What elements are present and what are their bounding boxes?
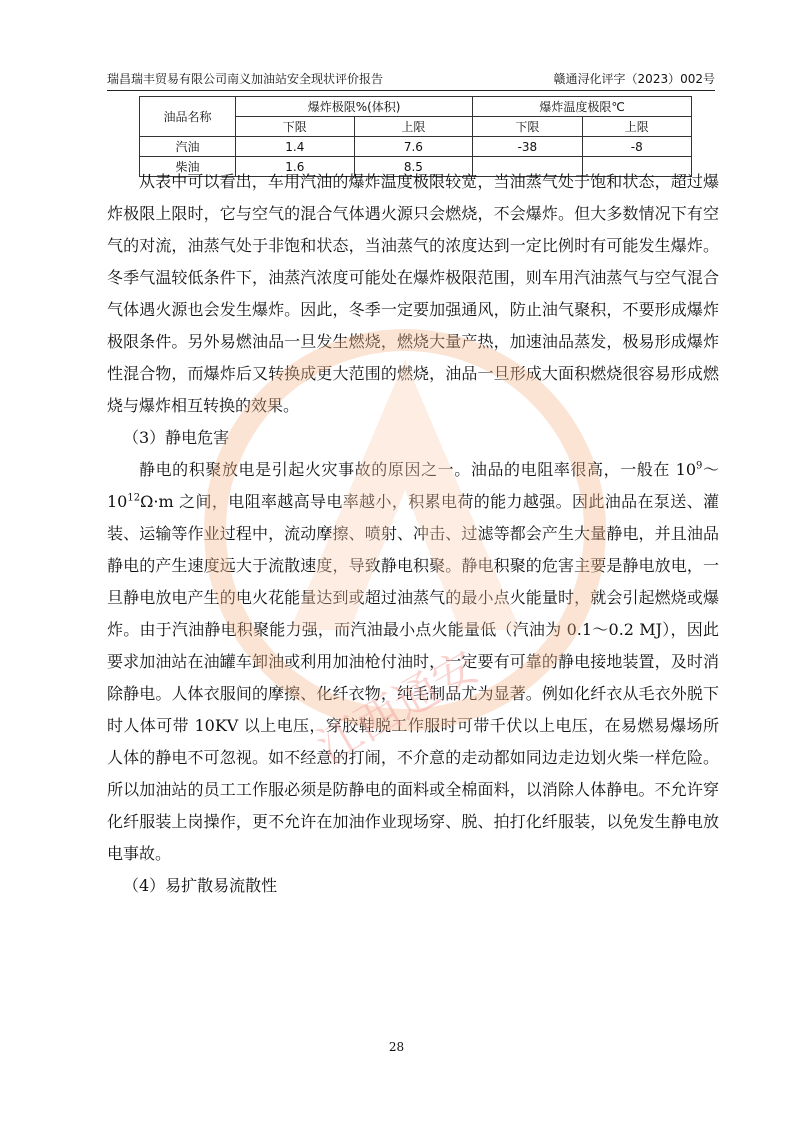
col-oil-name: 油品名称 [140,97,236,137]
cell-vol-low: 1.6 [236,157,355,177]
static-text-b: ～10 [107,460,719,511]
cell-vol-low: 1.4 [236,137,355,157]
exponent-12: 12 [127,492,141,504]
paragraph-static [107,454,719,870]
cell-name: 柴油 [140,157,236,177]
cell-vol-high: 8.5 [354,157,473,177]
body-text [107,166,719,902]
cell-name: 汽油 [140,137,236,157]
cell-vol-high: 7.6 [354,137,473,157]
col-group-volume: 爆炸极限%(体积) [236,97,473,117]
cell-temp-high: -8 [582,137,691,157]
table-row [140,137,692,157]
header-report-number: 赣通浔化评字（2023）002号 [553,72,715,86]
col-temp-upper: 上限 [582,117,691,137]
static-text-a: 静电的积聚放电是引起火灾事故的原因之一。油品的电阻率很高，一般在 10 [139,460,697,479]
col-vol-upper: 上限 [354,117,473,137]
page-header [107,68,715,91]
page-number: 28 [388,1040,405,1054]
paragraph-explosion: 从表中可以看出，车用汽油的爆炸温度极限较宽，当油蒸气处于饱和状态，超过爆炸极限上限时，它与空气的混合气体遇火源只会燃烧，不会爆炸。但大多数情况下有空气的对流，油蒸气处于非饱和状态，当油蒸气的浓度达到一定比例时有可能发生爆炸。冬季气温较低条件下，油蒸汽浓度可能处在爆炸极限范围，则车用汽油蒸气与空气混合气体遇火源也会发生爆炸。因此，冬季一定要加强通风，防止油气聚积，不要形成爆炸极限条件。另外易燃油品一旦发生燃烧，燃烧大量产热，加速油品蒸发，极易形成爆炸性混合物，而爆炸后又转换成更大范围的燃烧，油品一旦形成大面积燃烧很容易形成燃烧与爆炸相互转换的效果。 [107,172,719,415]
col-vol-lower: 下限 [236,117,355,137]
header-report-title: 瑞昌瑞丰贸易有限公司南义加油站安全现状评价报告 [107,72,384,86]
table-header-row [140,97,692,117]
col-temp-lower: 下限 [473,117,582,137]
explosion-limit-table [139,96,692,177]
section-heading-static: （3）静电危害 [123,428,230,447]
static-text-c: Ω·m 之间，电阻率越高导电率越小，积累电荷的能力越强。因此油品在泵送、灌装、运输等作业过程中，流动摩擦、喷射、冲击、过滤等都会产生大量静电，并且油品静电的产生速度远大于流散速度，导致静电积聚。静电积聚的危害主要是静电放电，一旦静电放电产生的电火花能量达到或超过油蒸气的最小点火能量时，就会引起燃烧或爆炸。由于汽油静电积聚能力强，而汽油最小点火能量低（汽油为 0.1～0.2 MJ），因此要求加油站在油罐车卸油或利用加油枪付油时，一定要有可靠的静电接地装置，及时消除静电。人体衣服间的摩擦、化纤衣物，纯毛制品尤为显著。例如化纤衣从毛衣外脱下时人体可带 10KV 以上电压，穿胶鞋脱工作服时可带千伏以上电压，在易燃易爆场所人体的静电不可忽视。如不经意的打闹，不介意的走动都如同边走边划火柴一样危险。所以加油站的员工工作服必须是防静电的面料或全棉面料，以消除人体静电。不允许穿化纤服装上岗操作，更不允许在加油作业现场穿、脱、拍打化纤服装，以免发生静电放电事故。 [107,492,719,863]
section-heading-diffusion: （4）易扩散易流散性 [123,876,278,895]
cell-temp-low: -38 [473,137,582,157]
col-group-temperature: 爆炸温度极限℃ [473,97,692,117]
exponent-9: 9 [696,460,703,472]
watermark-text: 江西通安 [308,641,487,774]
